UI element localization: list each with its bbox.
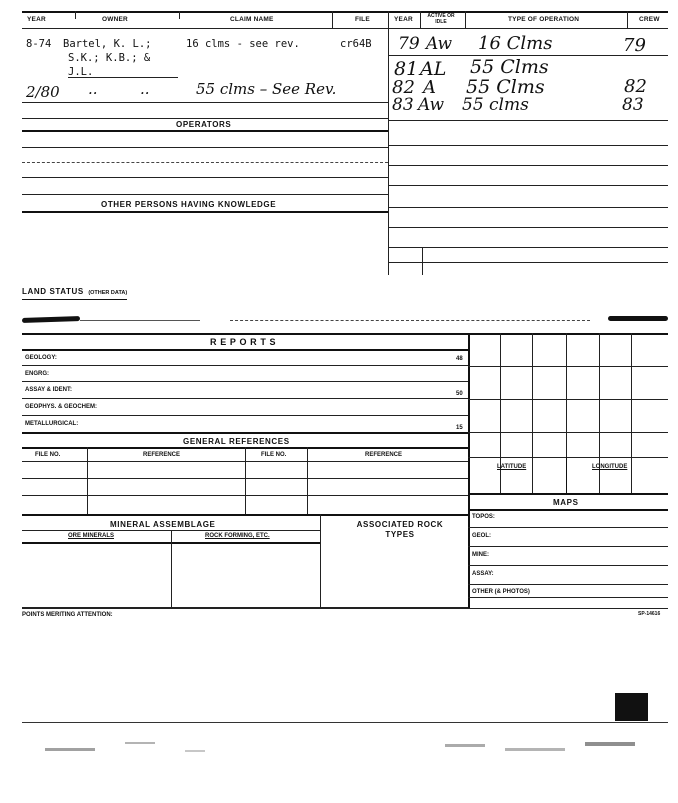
land-status-heading: LAND STATUS (OTHER DATA) <box>22 281 127 300</box>
rock-forming-heading: ROCK FORMING, ETC. <box>205 533 270 539</box>
maps-mine: MINE: <box>472 552 489 558</box>
op-type-79: 16 Clms <box>478 33 553 54</box>
op-status-79: Aw <box>426 34 453 54</box>
entry-owner-line-2: S.K.; K.B.; & <box>68 52 151 64</box>
handwritten-claim: 55 clms – See Rev. <box>196 80 337 98</box>
general-references-heading: GENERAL REFERENCES <box>183 437 290 446</box>
op-year-83: 83 <box>392 95 414 115</box>
report-geophys-geochem: GEOPHYS. & GEOCHEM: <box>25 404 98 410</box>
other-persons-heading: OTHER PERSONS HAVING KNOWLEDGE <box>101 200 277 209</box>
op-crew-82: 82 <box>624 76 647 97</box>
operators-heading: OPERATORS <box>176 120 232 129</box>
ref-col-file-no-2: FILE NO. <box>261 452 287 458</box>
op-type-83: 55 clms <box>462 95 529 115</box>
op-status-81: AL <box>420 58 447 80</box>
latitude-label: LATITUDE <box>497 464 527 470</box>
entry-owner-line-3: J.L. <box>68 66 94 78</box>
handwritten-ditto-2: .. <box>140 80 150 98</box>
header-active-idle: ACTIVE OR IDLE <box>427 13 455 25</box>
entry-claim: 16 clms - see rev. <box>186 38 300 50</box>
op-year-82: 82 <box>392 77 415 98</box>
entry-year: 8-74 <box>26 38 52 50</box>
reports-heading: R E P O R T S <box>210 337 277 347</box>
maps-other-photos: OTHER (& PHOTOS) <box>472 589 530 595</box>
handwritten-ditto-1: .. <box>88 80 98 98</box>
report-geology-num: 48 <box>456 356 463 362</box>
op-status-82: A <box>423 77 436 98</box>
land-status-mark-right <box>608 316 668 321</box>
entry-file: cr64B <box>340 38 372 50</box>
associated-rock-types-heading: ASSOCIATED ROCK TYPES <box>356 520 444 539</box>
ref-col-reference-1: REFERENCE <box>143 452 181 458</box>
report-assay-ident: ASSAY & IDENT: <box>25 387 73 393</box>
longitude-label: LONGITUDE <box>592 464 628 470</box>
op-year-81: 81 <box>394 58 419 80</box>
op-type-82: 55 Clms <box>466 76 545 98</box>
header-year-2: YEAR <box>394 16 413 23</box>
ore-minerals-heading: ORE MINERALS <box>68 533 115 539</box>
op-type-81: 55 Clms <box>470 56 549 78</box>
maps-assay: ASSAY: <box>472 571 494 577</box>
report-assay-num: 50 <box>456 391 463 397</box>
op-status-83: Aw <box>418 95 445 115</box>
report-engrg: ENGRG: <box>25 371 49 377</box>
header-owner: OWNER <box>102 16 128 23</box>
handwritten-year: 2/80 <box>26 83 60 101</box>
entry-owner: Bartel, K. L.; <box>63 38 152 50</box>
op-year-79: 79 <box>398 34 420 54</box>
ref-col-file-no-1: FILE NO. <box>35 452 61 458</box>
form-number: SP-14616 <box>638 611 661 617</box>
maps-heading: MAPS <box>553 498 579 507</box>
maps-topos: TOPOS: <box>472 514 495 520</box>
mineral-assemblage-heading: MINERAL ASSEMBLAGE <box>110 520 216 529</box>
scan-smudge-bottom <box>25 738 665 766</box>
ref-col-reference-2: REFERENCE <box>365 452 403 458</box>
header-type-of-operation: TYPE OF OPERATION <box>508 16 580 23</box>
report-geology: GEOLOGY: <box>25 355 57 361</box>
report-metallurgical-num: 15 <box>456 425 463 431</box>
op-crew-83: 83 <box>622 95 644 115</box>
points-meriting-attention: POINTS MERITING ATTENTION: <box>22 612 113 618</box>
header-claim-name: CLAIM NAME <box>230 16 274 23</box>
land-status-mark-left <box>22 316 80 323</box>
report-metallurgical: METALLURGICAL: <box>25 421 79 427</box>
maps-geol: GEOL: <box>472 533 491 539</box>
header-file: FILE <box>355 16 370 23</box>
header-year: YEAR <box>27 16 46 23</box>
scan-dark-block <box>615 693 648 721</box>
header-crew: CREW <box>639 16 660 23</box>
op-crew-79: 79 <box>623 35 646 56</box>
